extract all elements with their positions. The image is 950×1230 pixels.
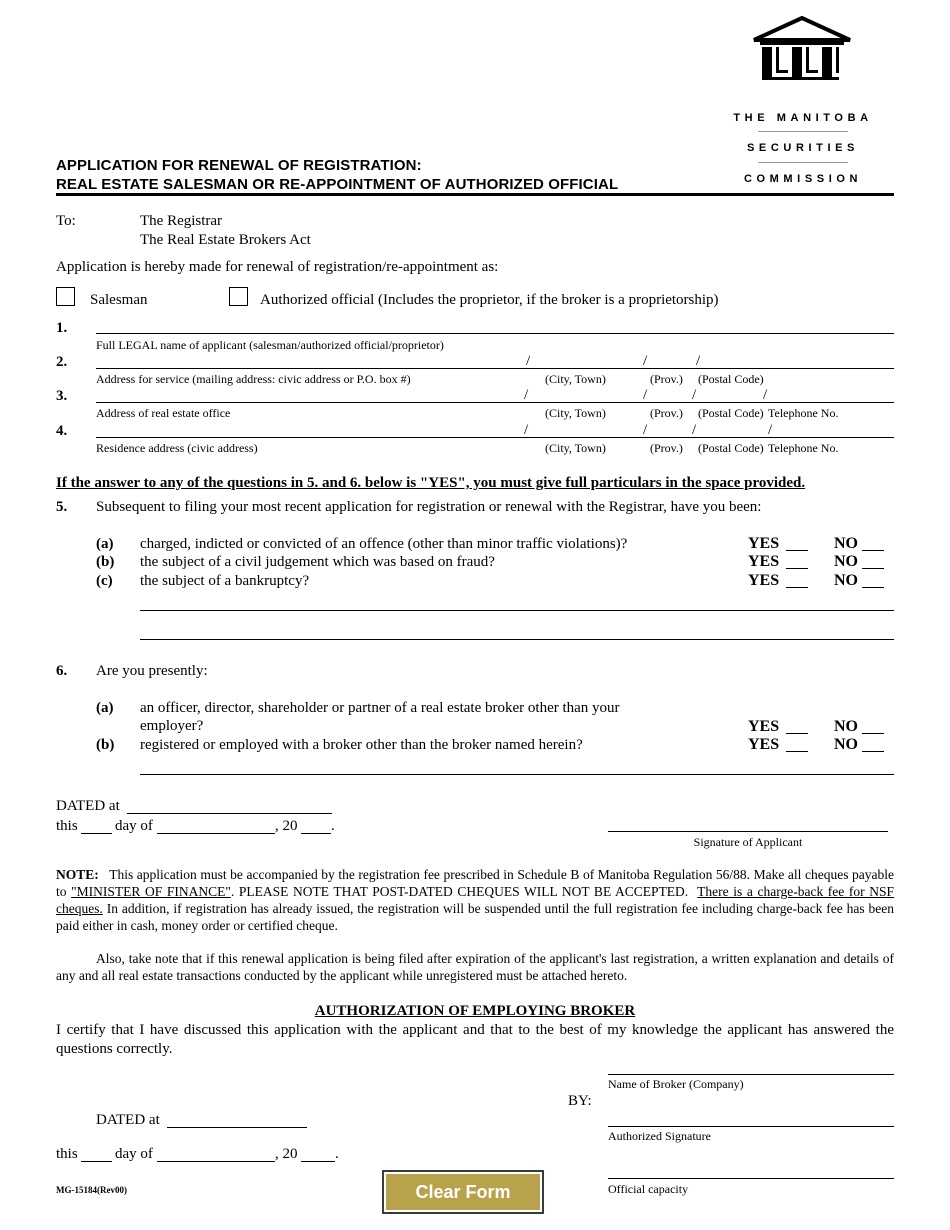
broker-month-input[interactable] xyxy=(157,1146,275,1162)
slash: / xyxy=(524,387,529,403)
this-label: this xyxy=(56,818,78,834)
authorized-signature-label: Authorized Signature xyxy=(608,1129,711,1143)
q6a-text-line2: employer? xyxy=(140,718,204,734)
month-input[interactable] xyxy=(157,818,275,834)
telephone-label: Telephone No. xyxy=(768,441,839,455)
q6b-no-input[interactable] xyxy=(862,738,884,752)
broker-dated-at-input[interactable] xyxy=(167,1112,307,1128)
to-registrar: The Registrar xyxy=(140,213,223,229)
q5b-no-label: NO xyxy=(834,553,858,570)
postal-code-label: (Postal Code) xyxy=(698,406,764,420)
clear-form-button[interactable]: Clear Form xyxy=(382,1170,544,1214)
city-town-label: (City, Town) xyxy=(545,372,606,386)
q6-number: 6. xyxy=(56,663,68,679)
note-paragraph-2: Also, take note that if this renewal application is being filed after expiration of the applicant's last registration, a written explanation and details of any and all real estate transactions conducted by the applicant while unregistered must be attached hereto. xyxy=(56,951,894,983)
row-number-1: 1. xyxy=(56,320,68,336)
q5c-no-label: NO xyxy=(834,572,858,589)
city-town-label: (City, Town) xyxy=(545,406,606,420)
postal-code-label: (Postal Code) xyxy=(698,372,764,386)
period: . xyxy=(331,818,335,834)
q5c-yes-label: YES xyxy=(748,572,780,589)
official-capacity-label: Official capacity xyxy=(608,1182,689,1196)
row-number-2: 2. xyxy=(56,354,68,370)
authorized-signature-input[interactable] xyxy=(608,1111,894,1127)
form-title-line1: APPLICATION FOR RENEWAL OF REGISTRATION: xyxy=(56,157,422,174)
q5a-no-input[interactable] xyxy=(862,537,884,551)
broker-year-input[interactable] xyxy=(301,1146,335,1162)
service-address-label: Address for service (mailing address: civic address or P.O. box #) xyxy=(96,372,411,386)
q5b-no-input[interactable] xyxy=(862,555,884,569)
slash: / xyxy=(696,353,701,369)
q6b-yes-label: YES xyxy=(748,736,780,753)
broker-heading: AUTHORIZATION OF EMPLOYING BROKER xyxy=(314,1003,636,1019)
slash: / xyxy=(643,387,648,403)
q5c-no-input[interactable] xyxy=(862,574,884,588)
q5b-text: the subject of a civil judgement which was based on fraud? xyxy=(140,554,495,570)
slash: / xyxy=(526,353,531,369)
q5a-yes-label: YES xyxy=(748,535,780,552)
q6-text: Are you presently: xyxy=(96,663,208,679)
org-name-line3: COMMISSION xyxy=(743,173,863,185)
q5b-yes-label: YES xyxy=(748,553,780,570)
q6-particulars-line[interactable] xyxy=(140,759,894,775)
dated-at-label: DATED at xyxy=(56,798,120,814)
slash: / xyxy=(768,422,773,438)
q5b-yes-input[interactable] xyxy=(786,555,808,569)
q5-particulars-line2[interactable] xyxy=(140,624,894,640)
applicant-signature-label: Signature of Applicant xyxy=(693,835,803,849)
broker-period: . xyxy=(335,1146,339,1162)
note-text-3: In addition, if registration has already issued, the registration will be suspended until the full registration fee including charge-back fee has been paid either in cash, money order or certified cheque. xyxy=(56,901,894,933)
office-address-label: Address of real estate office xyxy=(96,406,231,420)
note-text-1: This application must be accompanied by the registration fee prescribed in Schedule B of Manitoba Regulation 56/88. Make all cheques payable to xyxy=(56,867,894,899)
prov-label: (Prov.) xyxy=(650,372,683,386)
q5-text: Subsequent to filing your most recent application for registration or renewal with the Registrar, have you been: xyxy=(96,499,762,515)
prov-label: (Prov.) xyxy=(650,441,683,455)
broker-day-input[interactable] xyxy=(81,1146,112,1162)
q6a-yes-input[interactable] xyxy=(786,720,808,734)
by-label: BY: xyxy=(568,1093,592,1109)
q6a-no-input[interactable] xyxy=(862,720,884,734)
full-legal-name-label: Full LEGAL name of applicant (salesman/authorized official/proprietor) xyxy=(96,338,444,352)
application-intro: Application is hereby made for renewal of registration/re-appointment as: xyxy=(56,259,499,275)
broker-day-of-label: day of xyxy=(115,1146,153,1162)
note-chargeback: There is a charge-back fee for NSF cheques. xyxy=(56,884,895,916)
city-town-label: (City, Town) xyxy=(545,441,606,455)
q5a-text: charged, indicted or convicted of an offence (other than minor traffic violations)? xyxy=(140,536,628,552)
msc-building-logo xyxy=(752,16,852,82)
q6a-no-label: NO xyxy=(834,718,858,735)
residence-address-label: Residence address (civic address) xyxy=(96,441,258,455)
org-name-line2: SECURITIES xyxy=(746,142,859,154)
note-payee: "MINISTER OF FINANCE" xyxy=(71,884,231,899)
q5a-yes-input[interactable] xyxy=(786,537,808,551)
office-address-input[interactable] xyxy=(96,387,894,403)
note-paragraph xyxy=(56,866,894,934)
q5c-yes-input[interactable] xyxy=(786,574,808,588)
q6a-letter: (a) xyxy=(96,700,114,716)
slash: / xyxy=(524,422,529,438)
q5-number: 5. xyxy=(56,499,68,515)
slash: / xyxy=(692,387,697,403)
broker-comma-20-label: , 20 xyxy=(275,1146,298,1162)
broker-this-label: this xyxy=(56,1146,78,1162)
prov-label: (Prov.) xyxy=(650,406,683,420)
q6b-no-label: NO xyxy=(834,736,858,753)
q5c-text: the subject of a bankruptcy? xyxy=(140,573,310,589)
authorized-official-checkbox[interactable] xyxy=(229,287,248,306)
form-title-line2: REAL ESTATE SALESMAN OR RE-APPOINTMENT OF AUTHORIZED OFFICIAL xyxy=(56,176,619,193)
broker-name-label: Name of Broker (Company) xyxy=(608,1077,744,1091)
day-input[interactable] xyxy=(81,818,112,834)
full-legal-name-input[interactable] xyxy=(96,318,894,334)
q5b-letter: (b) xyxy=(96,554,115,570)
q5-particulars-line1[interactable] xyxy=(140,595,894,611)
q6a-yes-label: YES xyxy=(748,718,780,735)
authorized-official-label: Authorized official (Includes the proprietor, if the broker is a proprietorship) xyxy=(260,292,719,308)
title-rule xyxy=(56,193,894,196)
q5a-letter: (a) xyxy=(96,536,114,552)
form-code: MG-15184(Rev00) xyxy=(56,1185,127,1195)
broker-dated-at-label: DATED at xyxy=(96,1112,160,1128)
service-address-input[interactable] xyxy=(96,353,894,369)
residence-address-input[interactable] xyxy=(96,422,894,438)
postal-code-label: (Postal Code) xyxy=(698,441,764,455)
to-act: The Real Estate Brokers Act xyxy=(140,232,311,248)
applicant-signature-input[interactable] xyxy=(608,816,888,832)
row-number-3: 3. xyxy=(56,388,68,404)
note-text-2: . PLEASE NOTE THAT POST-DATED CHEQUES WILL NOT BE ACCEPTED. xyxy=(230,884,689,899)
q6b-text: registered or employed with a broker other than the broker named herein? xyxy=(140,737,583,753)
row-number-4: 4. xyxy=(56,423,68,439)
salesman-label: Salesman xyxy=(90,292,148,308)
q5c-letter: (c) xyxy=(96,573,113,589)
broker-name-input[interactable] xyxy=(608,1059,894,1075)
questions-instruction: If the answer to any of the questions in 5. and 6. below is "YES", you must give full particulars in the space provided. xyxy=(56,475,806,491)
note-label: NOTE: xyxy=(56,867,99,882)
slash: / xyxy=(692,422,697,438)
slash: / xyxy=(643,353,648,369)
official-capacity-input[interactable] xyxy=(608,1163,894,1179)
to-label: To: xyxy=(56,213,76,229)
q6a-text-line1: an officer, director, shareholder or partner of a real estate broker other than your xyxy=(140,700,620,716)
salesman-checkbox[interactable] xyxy=(56,287,75,306)
comma-20-label: , 20 xyxy=(275,818,298,834)
day-of-label: day of xyxy=(115,818,153,834)
org-name-line1: THE MANITOBA xyxy=(733,112,873,124)
dated-at-input[interactable] xyxy=(127,798,332,814)
q6b-yes-input[interactable] xyxy=(786,738,808,752)
slash: / xyxy=(643,422,648,438)
year-input[interactable] xyxy=(301,818,331,834)
slash: / xyxy=(763,387,768,403)
broker-certify: I certify that I have discussed this application with the applicant and that to the best of my knowledge the applicant has answered the questions correctly. xyxy=(56,1022,894,1057)
telephone-label: Telephone No. xyxy=(768,406,839,420)
q6b-letter: (b) xyxy=(96,737,115,753)
q5a-no-label: NO xyxy=(834,535,858,552)
